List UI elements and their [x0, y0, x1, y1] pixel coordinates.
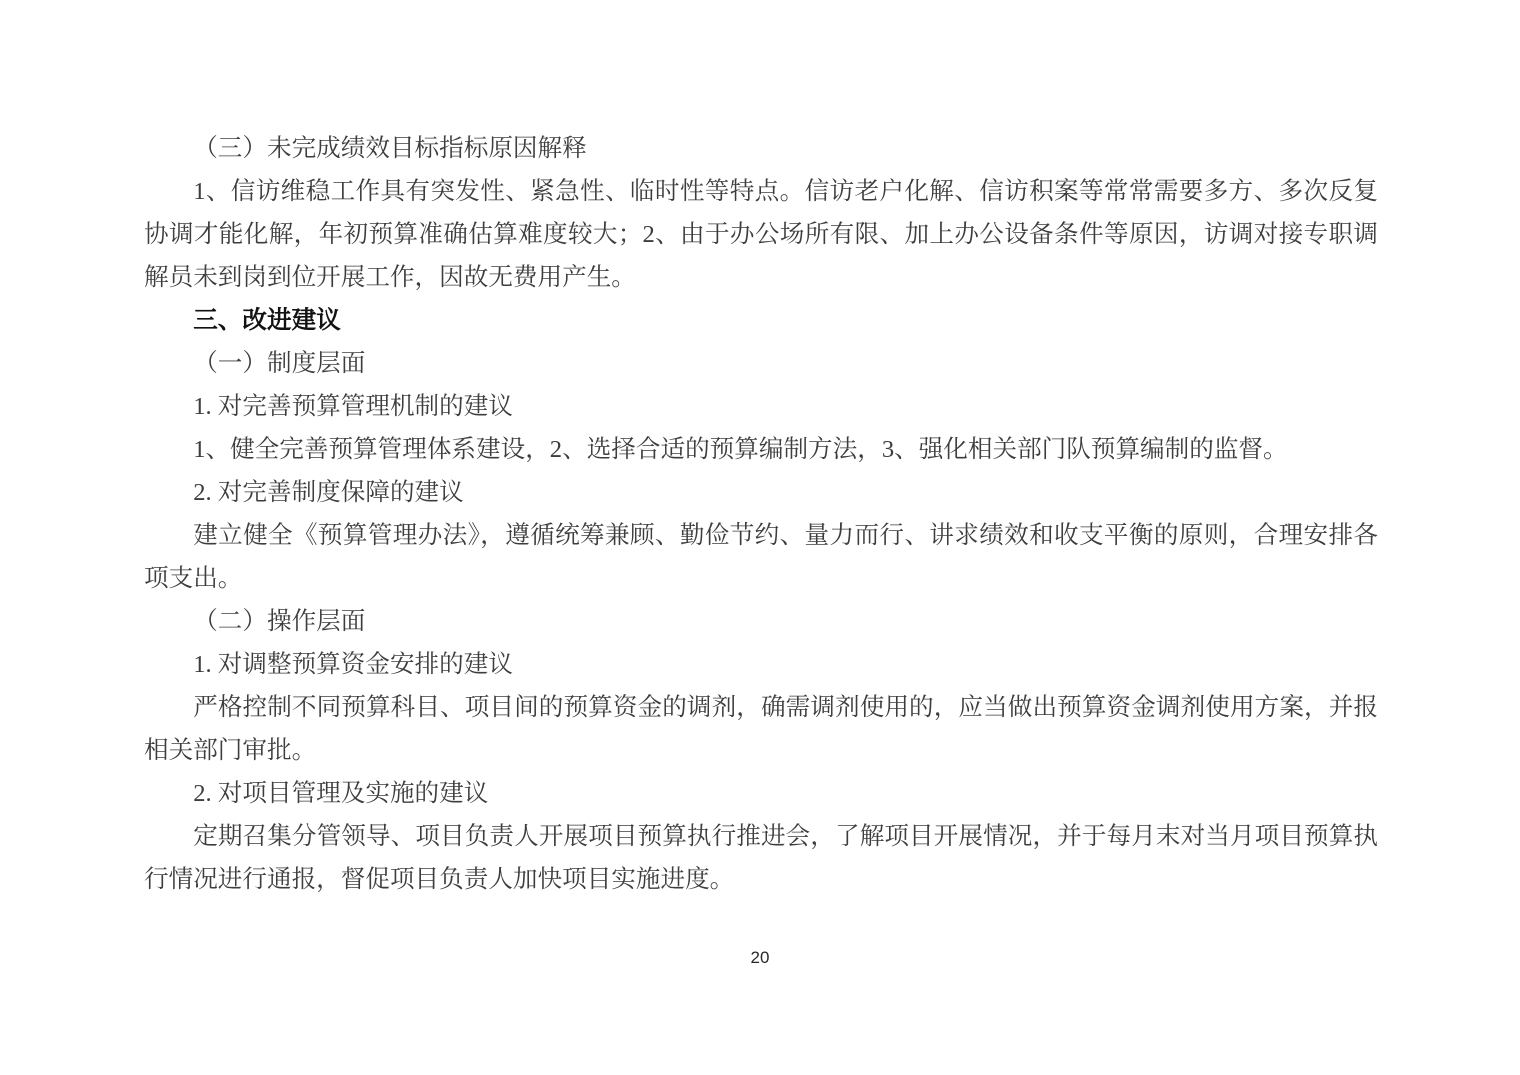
section-heading: 三、改进建议 — [193, 307, 341, 334]
section-subheading: 1. 对调整预算资金安排的建议 — [193, 651, 513, 678]
section-subheading: 2. 对完善制度保障的建议 — [193, 479, 464, 506]
body-paragraph: 严格控制不同预算科目、项目间的预算资金的调剂，确需调剂使用的，应当做出预算资金调剂使用方案，并报相关部门审批。 — [144, 694, 1378, 764]
section-subheading: 2. 对项目管理及实施的建议 — [193, 780, 489, 807]
body-paragraph: 建立健全《预算管理办法》，遵循统筹兼顾、勤俭节约、量力而行、讲求绩效和收支平衡的原则，合理安排各项支出。 — [144, 522, 1378, 592]
section-subheading: （三）未完成绩效目标指标原因解释 — [193, 135, 587, 162]
body-paragraph: 1、健全完善预算管理体系建设，2、选择合适的预算编制方法，3、强化相关部门队预算编制的监督。 — [193, 436, 1288, 463]
section-subheading: 1. 对完善预算管理机制的建议 — [193, 393, 513, 420]
section-subheading: （二）操作层面 — [193, 608, 366, 635]
body-paragraph: 1、信访维稳工作具有突发性、紧急性、临时性等特点。信访老户化解、信访积案等常常需要多方、多次反复协调才能化解，年初预算准确估算难度较大；2、由于办公场所有限、加上办公设备条件等原因，访调对接专职调解员未到岗到位开展工作，因故无费用产生。 — [144, 178, 1378, 291]
section-subheading: （一）制度层面 — [193, 350, 366, 377]
body-paragraph: 定期召集分管领导、项目负责人开展项目预算执行推进会，了解项目开展情况，并于每月末对当月项目预算执行情况进行通报，督促项目负责人加快项目实施进度。 — [144, 823, 1378, 893]
page-number: 20 — [750, 948, 770, 967]
document-content — [144, 127, 1378, 901]
